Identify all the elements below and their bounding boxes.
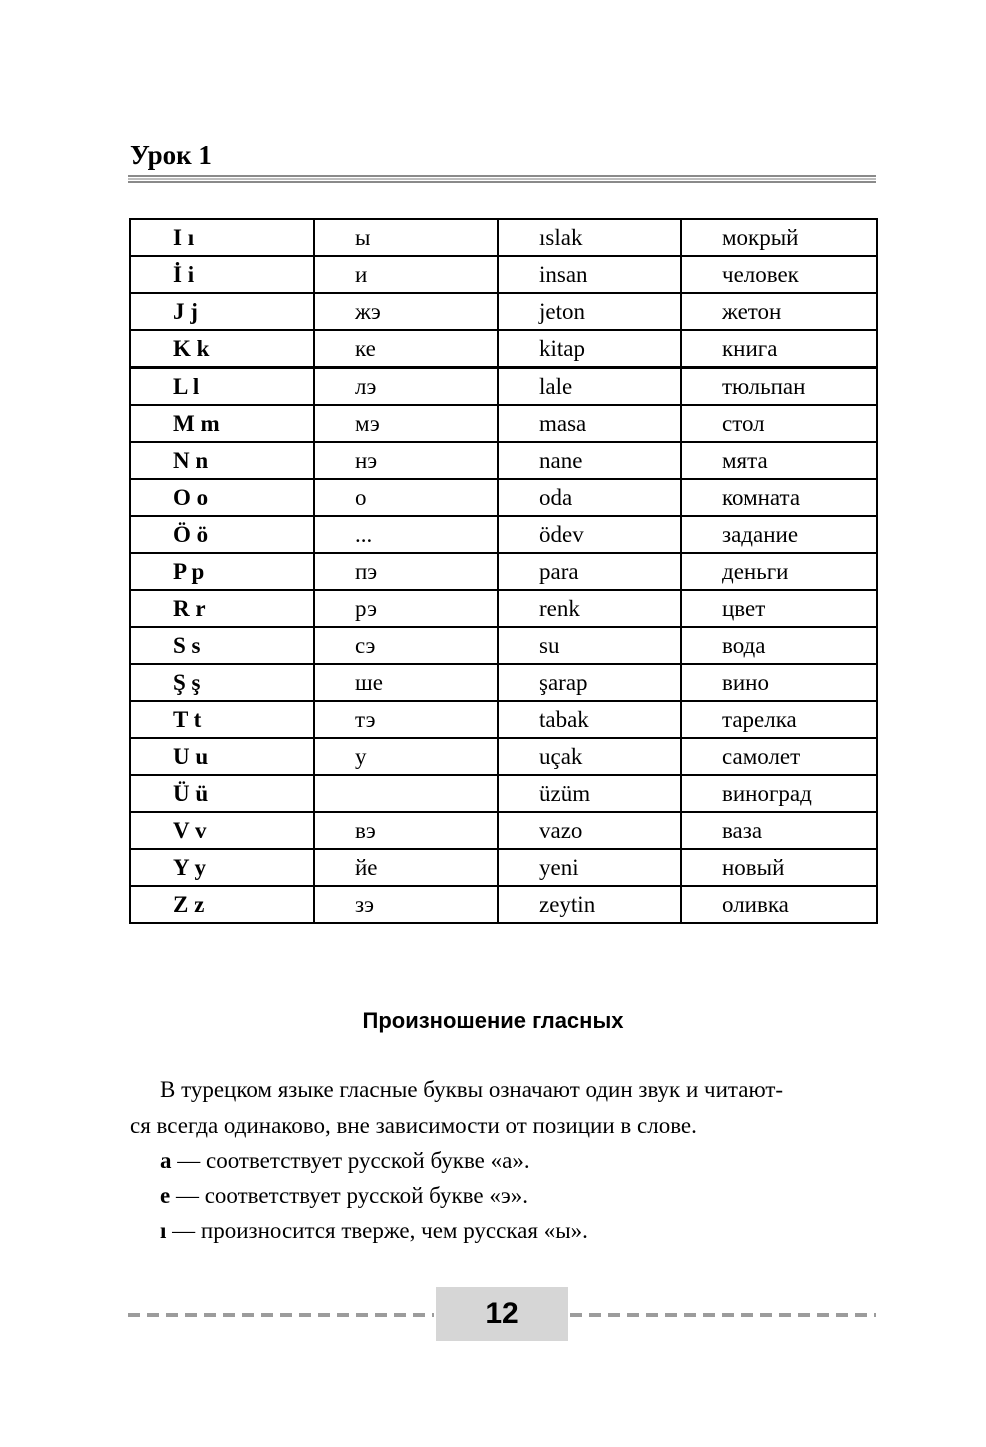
paragraph-line: В турецком языке гласные буквы означают один звук и читают- [160, 1077, 784, 1102]
example-word-cell: zeytin [498, 886, 681, 923]
alphabet-table-body [130, 219, 877, 923]
page-number: 12 [436, 1287, 568, 1341]
sound-cell: у [314, 738, 498, 775]
sound-cell: сэ [314, 627, 498, 664]
example-word-cell: su [498, 627, 681, 664]
sound-cell: нэ [314, 442, 498, 479]
letter-cell: Y y [130, 849, 314, 886]
table-row [130, 553, 877, 590]
vowel-description: — произносится тверже, чем русская «ы». [166, 1218, 588, 1243]
sound-cell: лэ [314, 368, 498, 406]
example-word-cell: nane [498, 442, 681, 479]
table-row [130, 219, 877, 256]
sound-cell: рэ [314, 590, 498, 627]
letter-cell: N n [130, 442, 314, 479]
example-word-cell: renk [498, 590, 681, 627]
table-row [130, 442, 877, 479]
paragraph-line: ся всегда одинаково, вне зависимости от позиции в слове. [130, 1113, 697, 1138]
table-row [130, 664, 877, 701]
vowel-description: — соответствует русской букве «э». [170, 1183, 528, 1208]
table-row [130, 775, 877, 812]
sound-cell: ... [314, 516, 498, 553]
letter-cell: İ i [130, 256, 314, 293]
example-word-cell: kitap [498, 330, 681, 368]
table-row [130, 368, 877, 406]
letter-cell: Z z [130, 886, 314, 923]
alphabet-table [129, 218, 878, 924]
sound-cell: жэ [314, 293, 498, 330]
letter-cell: J j [130, 293, 314, 330]
example-word-cell: oda [498, 479, 681, 516]
table-row [130, 405, 877, 442]
table-row [130, 330, 877, 368]
letter-cell: P p [130, 553, 314, 590]
sound-cell: йе [314, 849, 498, 886]
letter-cell: S s [130, 627, 314, 664]
header-divider [128, 175, 876, 183]
example-word-cell: ıslak [498, 219, 681, 256]
letter-cell: Ş ş [130, 664, 314, 701]
sound-cell [314, 775, 498, 812]
letter-cell: U u [130, 738, 314, 775]
translation-cell: жетон [681, 293, 877, 330]
letter-cell: R r [130, 590, 314, 627]
translation-cell: вода [681, 627, 877, 664]
sound-cell: тэ [314, 701, 498, 738]
table-row [130, 590, 877, 627]
example-word-cell: masa [498, 405, 681, 442]
example-word-cell: insan [498, 256, 681, 293]
translation-cell: тюльпан [681, 368, 877, 406]
table-row [130, 701, 877, 738]
translation-cell: книга [681, 330, 877, 368]
table-row [130, 812, 877, 849]
letter-cell: Ü ü [130, 775, 314, 812]
example-word-cell: vazo [498, 812, 681, 849]
letter-cell: O o [130, 479, 314, 516]
example-word-cell: uçak [498, 738, 681, 775]
sound-cell: пэ [314, 553, 498, 590]
example-word-cell: ödev [498, 516, 681, 553]
vowel-letter: e [160, 1183, 171, 1208]
vowel-rule-a [160, 1148, 530, 1174]
translation-cell: цвет [681, 590, 877, 627]
letter-cell: M m [130, 405, 314, 442]
translation-cell: вино [681, 664, 877, 701]
table-row [130, 293, 877, 330]
letter-cell: I ı [130, 219, 314, 256]
table-row [130, 479, 877, 516]
table-row [130, 849, 877, 886]
example-word-cell: tabak [498, 701, 681, 738]
footer-dashed-rule-right [570, 1313, 876, 1317]
letter-cell: L l [130, 368, 314, 406]
translation-cell: задание [681, 516, 877, 553]
translation-cell: самолет [681, 738, 877, 775]
letter-cell: K k [130, 330, 314, 368]
sound-cell: вэ [314, 812, 498, 849]
footer-dashed-rule-left [128, 1313, 434, 1317]
example-word-cell: üzüm [498, 775, 681, 812]
translation-cell: деньги [681, 553, 877, 590]
letter-cell: Ö ö [130, 516, 314, 553]
translation-cell: стол [681, 405, 877, 442]
translation-cell: виноград [681, 775, 877, 812]
example-word-cell: para [498, 553, 681, 590]
translation-cell: ваза [681, 812, 877, 849]
sound-cell: мэ [314, 405, 498, 442]
vowel-letter: ı [160, 1218, 167, 1243]
letter-cell: T t [130, 701, 314, 738]
example-word-cell: yeni [498, 849, 681, 886]
vowel-letter: a [160, 1148, 172, 1173]
example-word-cell: jeton [498, 293, 681, 330]
letter-cell: V v [130, 812, 314, 849]
translation-cell: комната [681, 479, 877, 516]
intro-paragraph [130, 1072, 876, 1144]
vowel-rule-e [160, 1183, 528, 1209]
translation-cell: оливка [681, 886, 877, 923]
translation-cell: человек [681, 256, 877, 293]
sound-cell: ке [314, 330, 498, 368]
sound-cell: зэ [314, 886, 498, 923]
table-row [130, 886, 877, 923]
vowel-rule-dotless-i [160, 1218, 588, 1244]
sound-cell: ше [314, 664, 498, 701]
sound-cell: о [314, 479, 498, 516]
table-row [130, 738, 877, 775]
sound-cell: и [314, 256, 498, 293]
table-row [130, 627, 877, 664]
vowel-description: — соответствует русской букве «а». [171, 1148, 530, 1173]
translation-cell: мокрый [681, 219, 877, 256]
table-row [130, 256, 877, 293]
section-heading: Произношение гласных [362, 1008, 624, 1033]
lesson-title: Урок 1 [130, 140, 212, 170]
translation-cell: новый [681, 849, 877, 886]
table-row [130, 516, 877, 553]
sound-cell: ы [314, 219, 498, 256]
translation-cell: мята [681, 442, 877, 479]
example-word-cell: lale [498, 368, 681, 406]
translation-cell: тарелка [681, 701, 877, 738]
example-word-cell: şarap [498, 664, 681, 701]
